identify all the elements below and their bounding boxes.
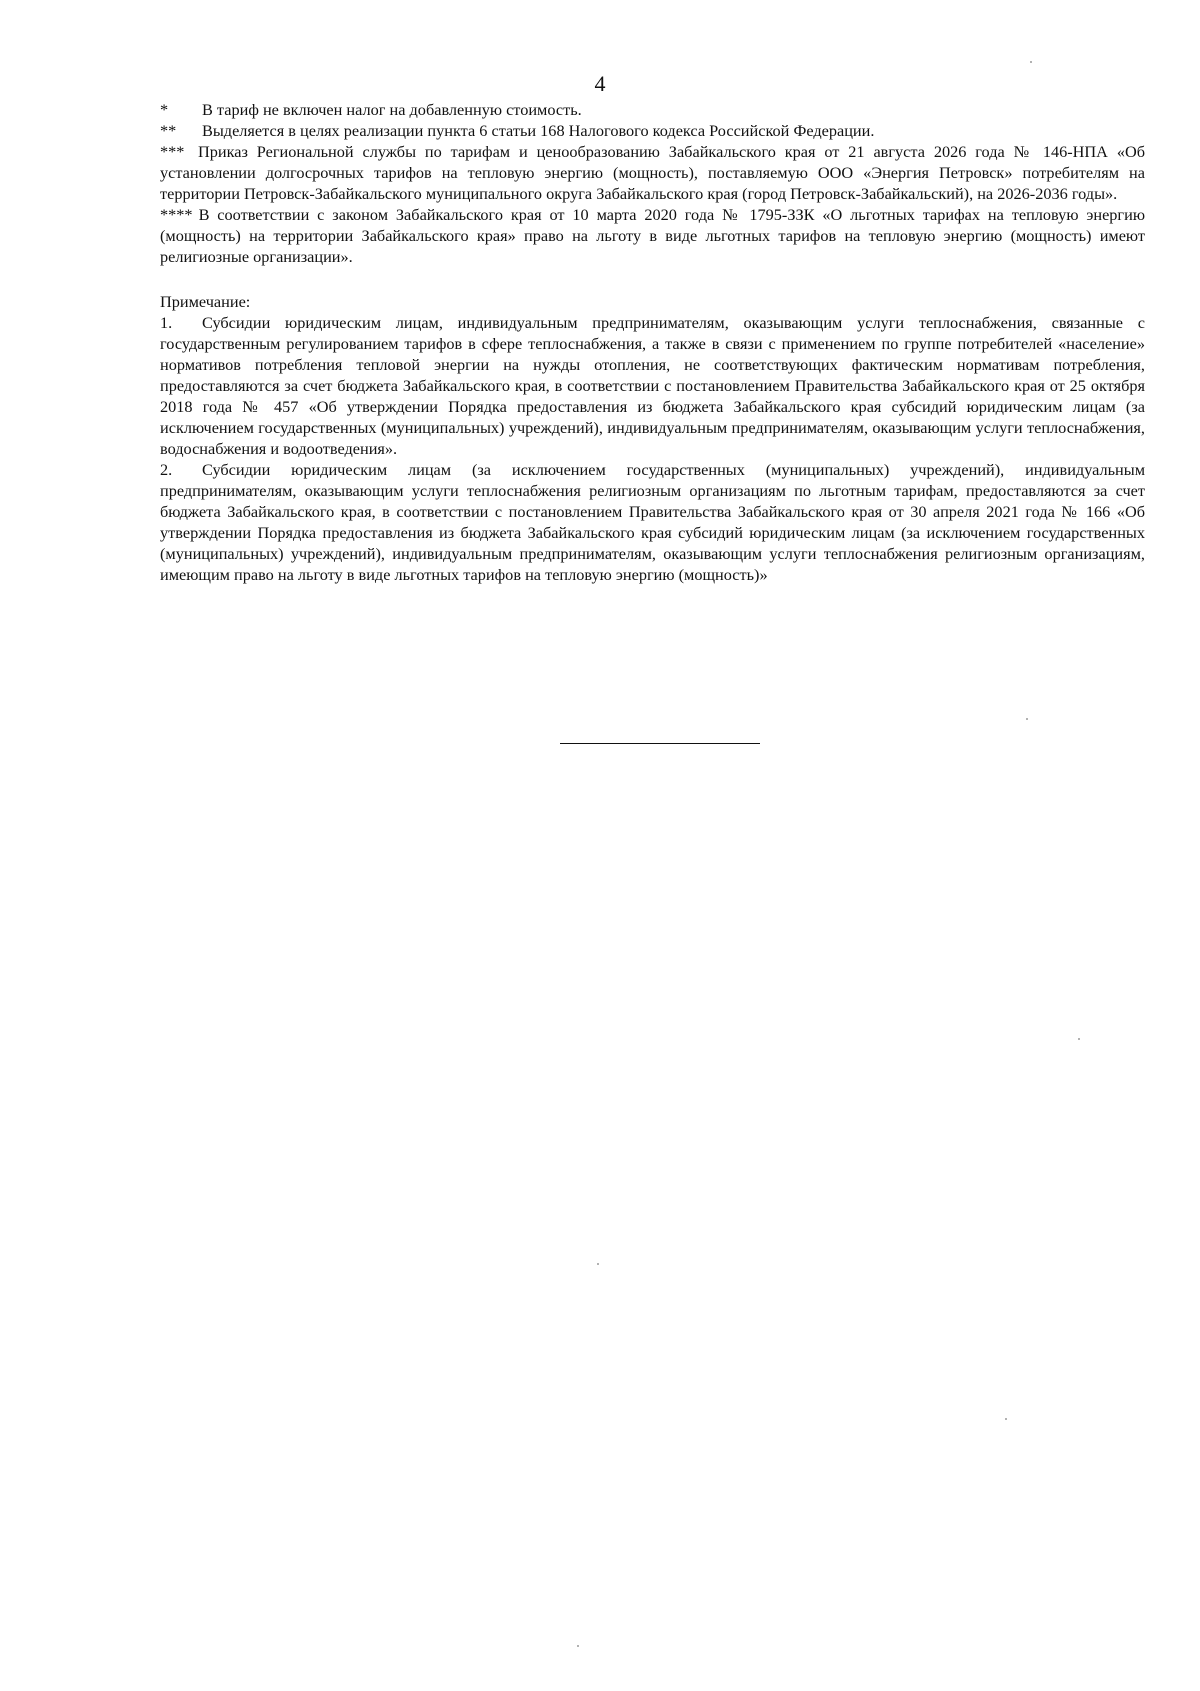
scan-speck xyxy=(577,1645,579,1647)
scan-speck xyxy=(1078,1038,1080,1040)
note-title: Примечание: xyxy=(160,292,251,311)
footnote-text: Выделяется в целях реализации пункта 6 статьи 168 Налогового кодекса Российской Федерации. xyxy=(202,121,875,140)
document-body xyxy=(160,99,1145,585)
page-number: 4 xyxy=(594,71,606,96)
scan-speck xyxy=(1026,718,1028,720)
footnote-text: Приказ Региональной службы по тарифам и ценообразованию Забайкальского края от 21 августа 2026 года № 146-НПА «Об установлении долгосрочных тарифов на тепловую энергию (мощность), поставляемую ООО «Энергия Петровск» потребителям на территории Петровск-Забайкальского муниципального округа Забайкальского края (город Петровск-Забайкальский), на 2026-2036 годы». xyxy=(160,142,1145,203)
note-text: Субсидии юридическим лицам, индивидуальным предпринимателям, оказывающим услуги теплоснабжения, связанные с государственным регулированием тарифов в сфере теплоснабжения, а также в связи с применением по группе потребителей «население» нормативов потребления тепловой энергии на нужды отопления, не соответствующих фактическим нормативам потребления, предоставляются за счет бюджета Забайкальского края, в соответствии с постановлением Правительства Забайкальского края от 25 октября 2018 года № 457 «Об утверждении Порядка предоставления из бюджета Забайкальского края субсидий юридическим лицам (за исключением государственных (муниципальных) учреждений), индивидуальным предпринимателям, оказывающим услуги теплоснабжения, водоснабжения и водоотведения». xyxy=(160,313,1145,458)
note-number: 2. xyxy=(160,460,173,479)
footnote-vat xyxy=(160,99,1145,120)
scan-speck xyxy=(1030,61,1032,63)
footnote-text: В соответствии с законом Забайкальского края от 10 марта 2020 года № 1795-ЗЗК «О льготных тарифах на тепловую энергию (мощность) на территории Забайкальского края» право на льготу в виде льготных тарифов на тепловую энергию (мощность) имеют религиозные организации». xyxy=(160,205,1145,266)
note-number: 1. xyxy=(160,313,173,332)
note-item-1 xyxy=(160,312,1145,459)
footnote-mark: **** xyxy=(160,205,193,224)
footnote-tax-code xyxy=(160,120,1145,141)
footnote-mark: * xyxy=(160,100,169,119)
scan-speck xyxy=(1005,1418,1007,1420)
footnote-order xyxy=(160,141,1145,204)
closing-rule xyxy=(560,743,760,744)
footnote-mark: *** xyxy=(160,142,185,161)
note-item-2 xyxy=(160,459,1145,585)
note-text: Субсидии юридическим лицам (за исключением государственных (муниципальных) учреждений), индивидуальным предпринимателям, оказывающим услуги теплоснабжения религиозным организациям по льготным тарифам, предоставляются за счет бюджета Забайкальского края, в соответствии с постановлением Правительства Забайкальского края от 30 апреля 2021 года № 166 «Об утверждении Порядка предоставления из бюджета Забайкальского края субсидий юридическим лицам (за исключением государственных (муниципальных) учреждений), индивидуальным предпринимателям, оказывающим услуги теплоснабжения религиозным организациям, имеющим право на льготу в виде льготных тарифов на тепловую энергию (мощность)» xyxy=(160,460,1145,584)
footnote-law xyxy=(160,204,1145,267)
scan-speck xyxy=(597,1263,599,1265)
footnote-text: В тариф не включен налог на добавленную стоимость. xyxy=(202,100,582,119)
footnote-mark: ** xyxy=(160,121,177,140)
